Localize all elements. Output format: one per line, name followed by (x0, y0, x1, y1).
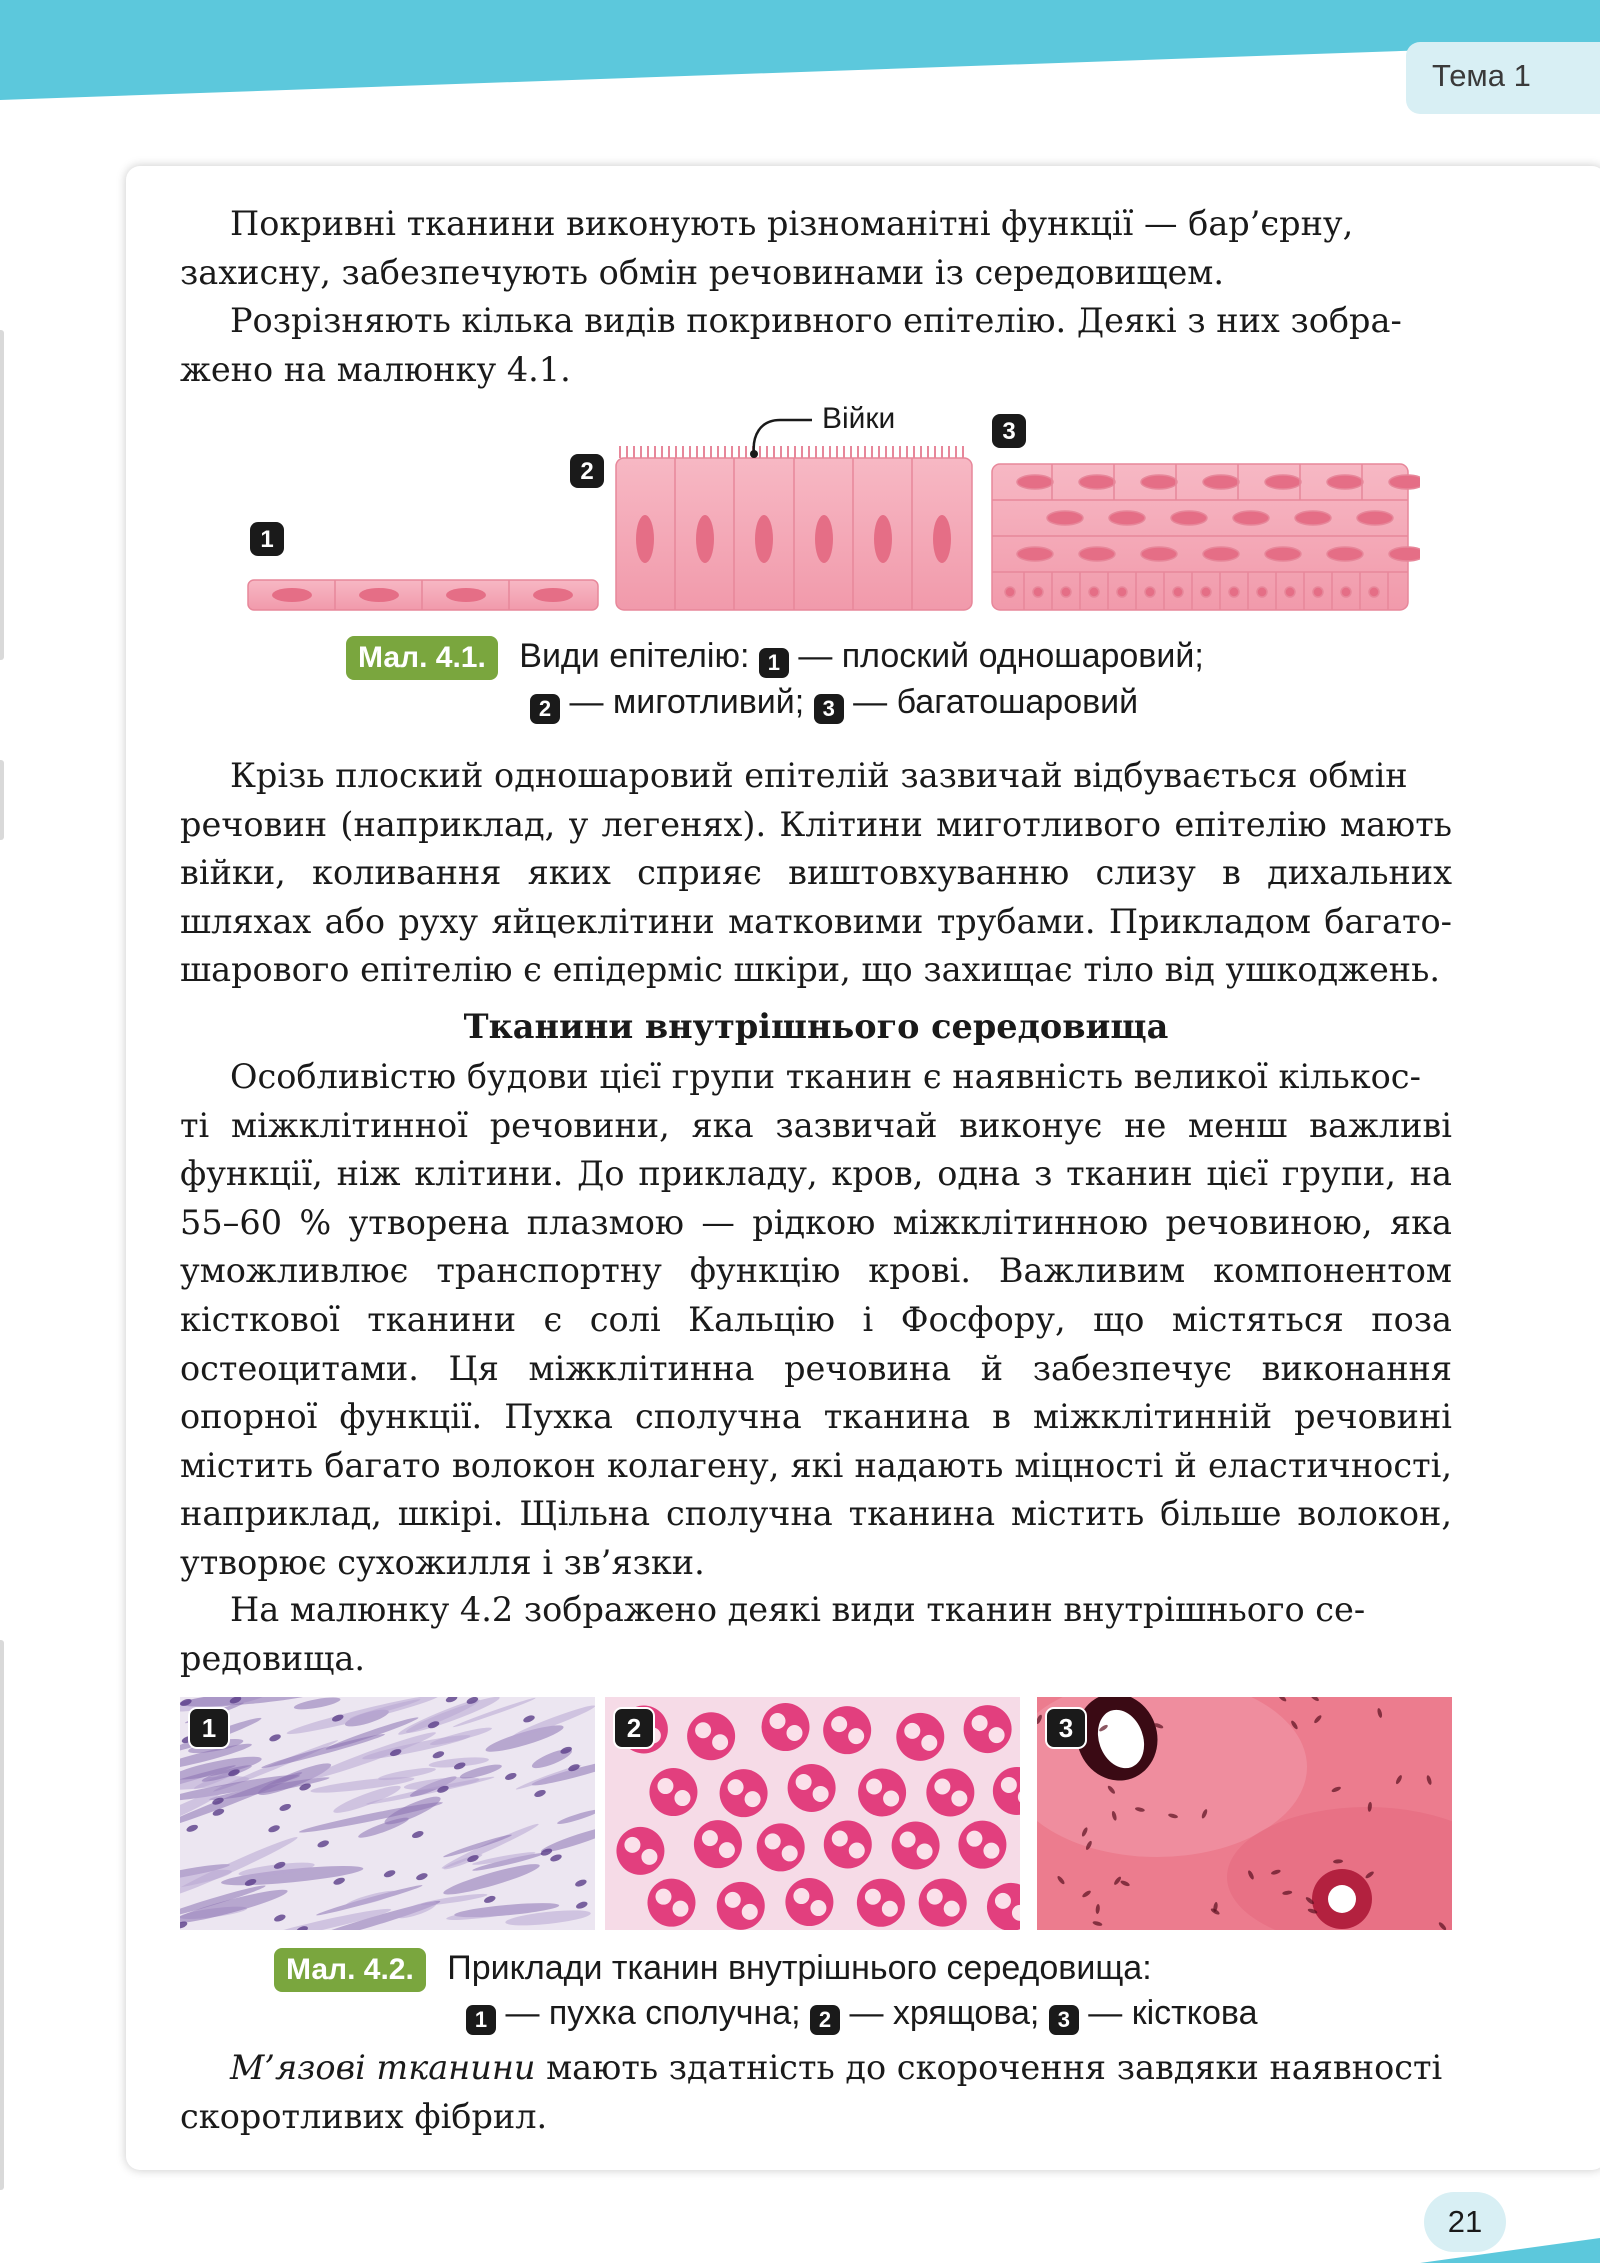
svg-text:1: 1 (260, 526, 274, 553)
left-edge-strip (0, 330, 4, 660)
svg-text:3: 3 (1002, 418, 1016, 445)
stratified-epithelium (992, 464, 1420, 610)
squamous-epithelium (248, 580, 598, 610)
paragraph (180, 297, 1452, 394)
header-band (0, 0, 1600, 110)
caption-text: — хрящова; (849, 1994, 1040, 2032)
caption-number-2: 2 (530, 694, 560, 724)
svg-text:Війки: Війки (822, 402, 896, 435)
paragraph-text: скоротливих фібрил. (180, 2096, 548, 2136)
section-heading: Тканини внутрішнього середовища (463, 1007, 1169, 1046)
page-number: 21 (1424, 2192, 1506, 2252)
paragraph (180, 752, 1452, 995)
paragraph-text: На малюнку 4.2 зображено деякі види тканин внутрішнього се- (230, 1590, 1366, 1629)
photo-badge-3: 3 (1045, 1707, 1087, 1749)
paragraph-text: Особливістю будови цієї групи тканин є наявність великої кількос- (230, 1057, 1421, 1096)
svg-text:2: 2 (580, 458, 594, 485)
paragraph-italic-text: М’язові тканини (230, 2048, 536, 2087)
figure-caption (274, 1945, 1152, 1992)
caption-number-3: 3 (1049, 2005, 1079, 2035)
caption-text: — кісткова (1088, 1994, 1258, 2032)
paragraph-text: жено на малюнку 4.1. (180, 349, 571, 389)
paragraph-text: Розрізняють кілька видів покривного епітелію. Деякі з них зобра- (230, 301, 1402, 340)
paragraph-text: Покривні тканини виконують різноманітні функції — бар’єрну, (230, 204, 1354, 243)
caption-text: — пухка сполучна; (505, 1994, 801, 2032)
figure-caption (530, 679, 1138, 725)
caption-number-1: 1 (466, 2005, 496, 2035)
ciliated-epithelium (616, 446, 972, 610)
figure-caption (346, 633, 1204, 680)
cartilage-tissue-photo (605, 1697, 1020, 1930)
loose-connective-tissue-photo (180, 1697, 595, 1930)
topic-label: Тема 1 (1432, 58, 1531, 93)
badge-3 (992, 414, 1026, 448)
caption-number-1: 1 (759, 648, 789, 678)
caption-text: Види епітелію: (519, 637, 750, 675)
paragraph-text: речовин (наприклад, у легенях). Клітини миготливого епітелію мають війки, коливання яких сприяє виштовхуванню слизу в дихальних шляхах або руху яйцеклітини матковими трубами. Прикладом багатошарового епітелію є епідерміс шкіри, що захищає тіло від ушкоджень. (180, 804, 1452, 990)
paragraph (180, 200, 1452, 297)
badge-2 (570, 454, 604, 488)
badge-1 (250, 522, 284, 556)
caption-text: — багатошаровий (853, 683, 1139, 721)
paragraph-text: редовища. (180, 1638, 366, 1678)
caption-text: — плоский одношаровий; (798, 637, 1204, 675)
left-edge-strip (0, 760, 4, 840)
caption-tag: Мал. 4.2. (274, 1948, 426, 1992)
caption-number-2: 2 (810, 2005, 840, 2035)
topic-tab (1406, 42, 1600, 114)
paragraph (180, 1053, 1452, 1588)
caption-tag: Мал. 4.1. (346, 636, 498, 680)
left-edge-strip (0, 1640, 4, 2190)
paragraph-text: захисну, забезпечують обмін речовинами із середовищем. (180, 252, 1225, 292)
paragraph (180, 2044, 1452, 2141)
paragraph-text: мають здатність до скорочення завдяки наявності (535, 2048, 1443, 2087)
figure-caption (466, 1990, 1257, 2036)
paragraph-text: ті міжклітинної речовини, яка зазвичай виконує не менш важливі функції, ніж клітини. До прикладу, кров, одна з тканин цієї групи, на 55–60 % утворена плазмою — рідкою міжклітинною речовиною, яка уможливлює транспортну функцію крові. Важливим компонентом кісткової тканини є солі Кальцію і Фосфору, що містяться поза остеоцитами. Ця міжклітинна речовина й забезпечує виконання опорної функції. Пухка сполучна тканина в міжклітинній речовині містить багато волокон колагену, які надають міцності й еластичності, наприклад, шкірі. Щільна сполучна тканина містить більше волокон, утворює сухожилля і зв’язки. (180, 1105, 1452, 1582)
caption-text: Приклади тканин внутрішнього середовища: (447, 1949, 1152, 1987)
photo-badge-1: 1 (188, 1707, 230, 1749)
epithelium-diagram (240, 396, 1420, 626)
caption-text: — миготливий; (569, 683, 805, 721)
photo-badge-2: 2 (613, 1707, 655, 1749)
caption-number-3: 3 (814, 694, 844, 724)
paragraph (180, 1586, 1452, 1683)
paragraph-text: Крізь плоский одношаровий епітелій зазвичай відбувається обмін (230, 756, 1408, 795)
bone-tissue-photo (1037, 1697, 1452, 1930)
